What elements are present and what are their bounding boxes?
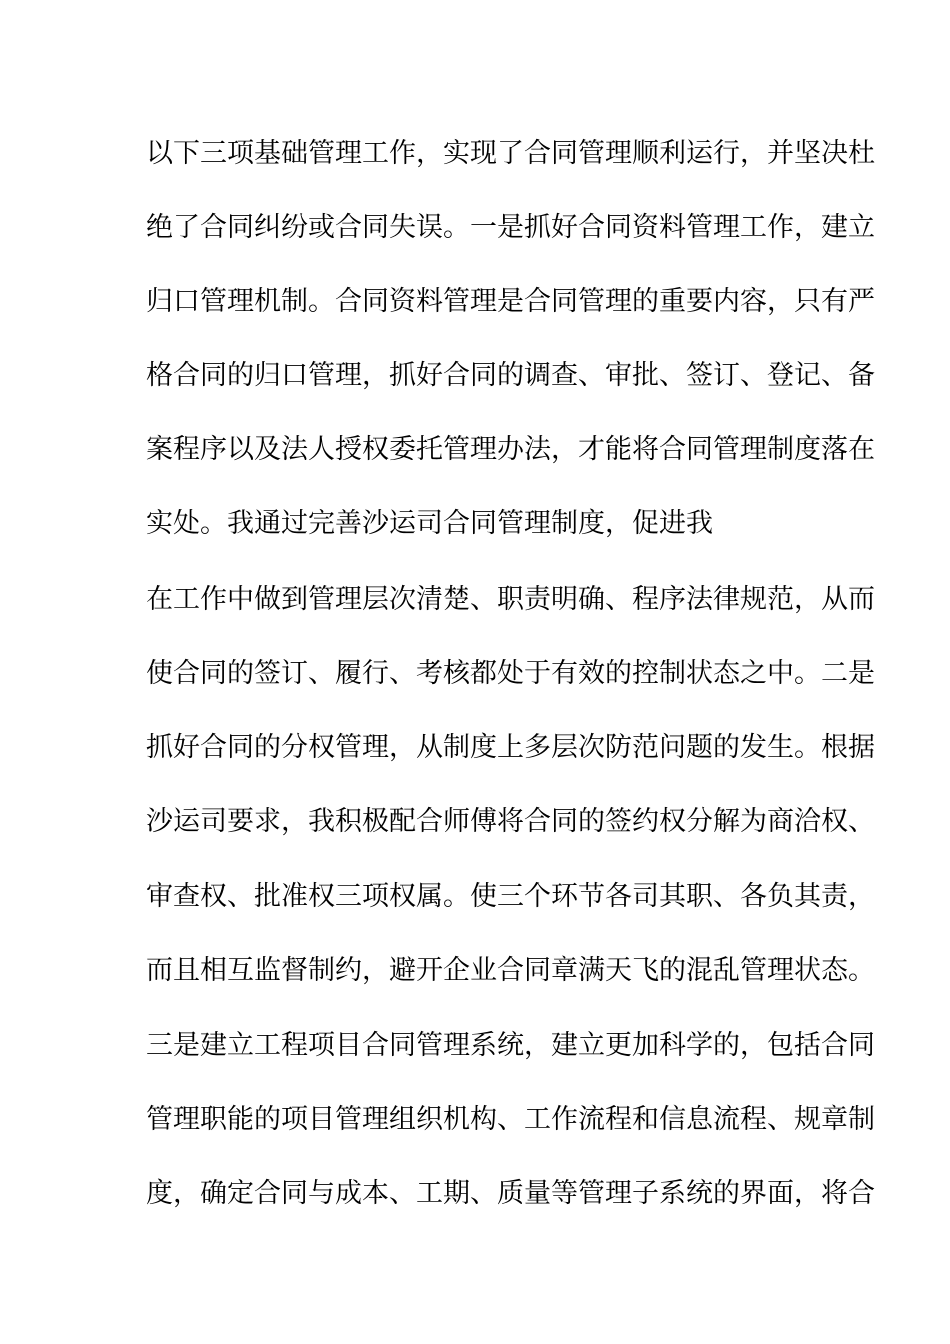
- text-line: 实处。我通过完善沙运司合同管理制度，促进我: [146, 508, 713, 539]
- text-line: 以下三项基础管理工作，实现了合同管理顺利运行，并坚决杜: [146, 138, 875, 169]
- text-line: 审查权、批准权三项权属。使三个环节各司其职、各负其责，: [146, 881, 875, 912]
- text-line: 在工作中做到管理层次清楚、职责明确、程序法律规范，从而: [146, 584, 875, 615]
- text-line: 三是建立工程项目合同管理系统，建立更加科学的，包括合同: [146, 1030, 875, 1061]
- text-line: 抓好合同的分权管理，从制度上多层次防范问题的发生。根据: [146, 732, 875, 763]
- text-line: 绝了合同纠纷或合同失误。一是抓好合同资料管理工作，建立: [146, 212, 875, 243]
- text-line: 格合同的归口管理，抓好合同的调查、审批、签订、登记、备: [146, 360, 875, 391]
- text-line: 而且相互监督制约，避开企业合同章满天飞的混乱管理状态。: [146, 955, 875, 986]
- text-line: 案程序以及法人授权委托管理办法，才能将合同管理制度落在: [146, 434, 875, 465]
- text-line: 归口管理机制。合同资料管理是合同管理的重要内容，只有严: [146, 286, 875, 317]
- text-line: 沙运司要求，我积极配合师傅将合同的签约权分解为商洽权、: [146, 806, 875, 837]
- text-line: 度，确定合同与成本、工期、质量等管理子系统的界面，将合: [146, 1178, 875, 1209]
- text-line: 管理职能的项目管理组织机构、工作流程和信息流程、规章制: [146, 1104, 875, 1135]
- text-line: 使合同的签订、履行、考核都处于有效的控制状态之中。二是: [146, 658, 875, 689]
